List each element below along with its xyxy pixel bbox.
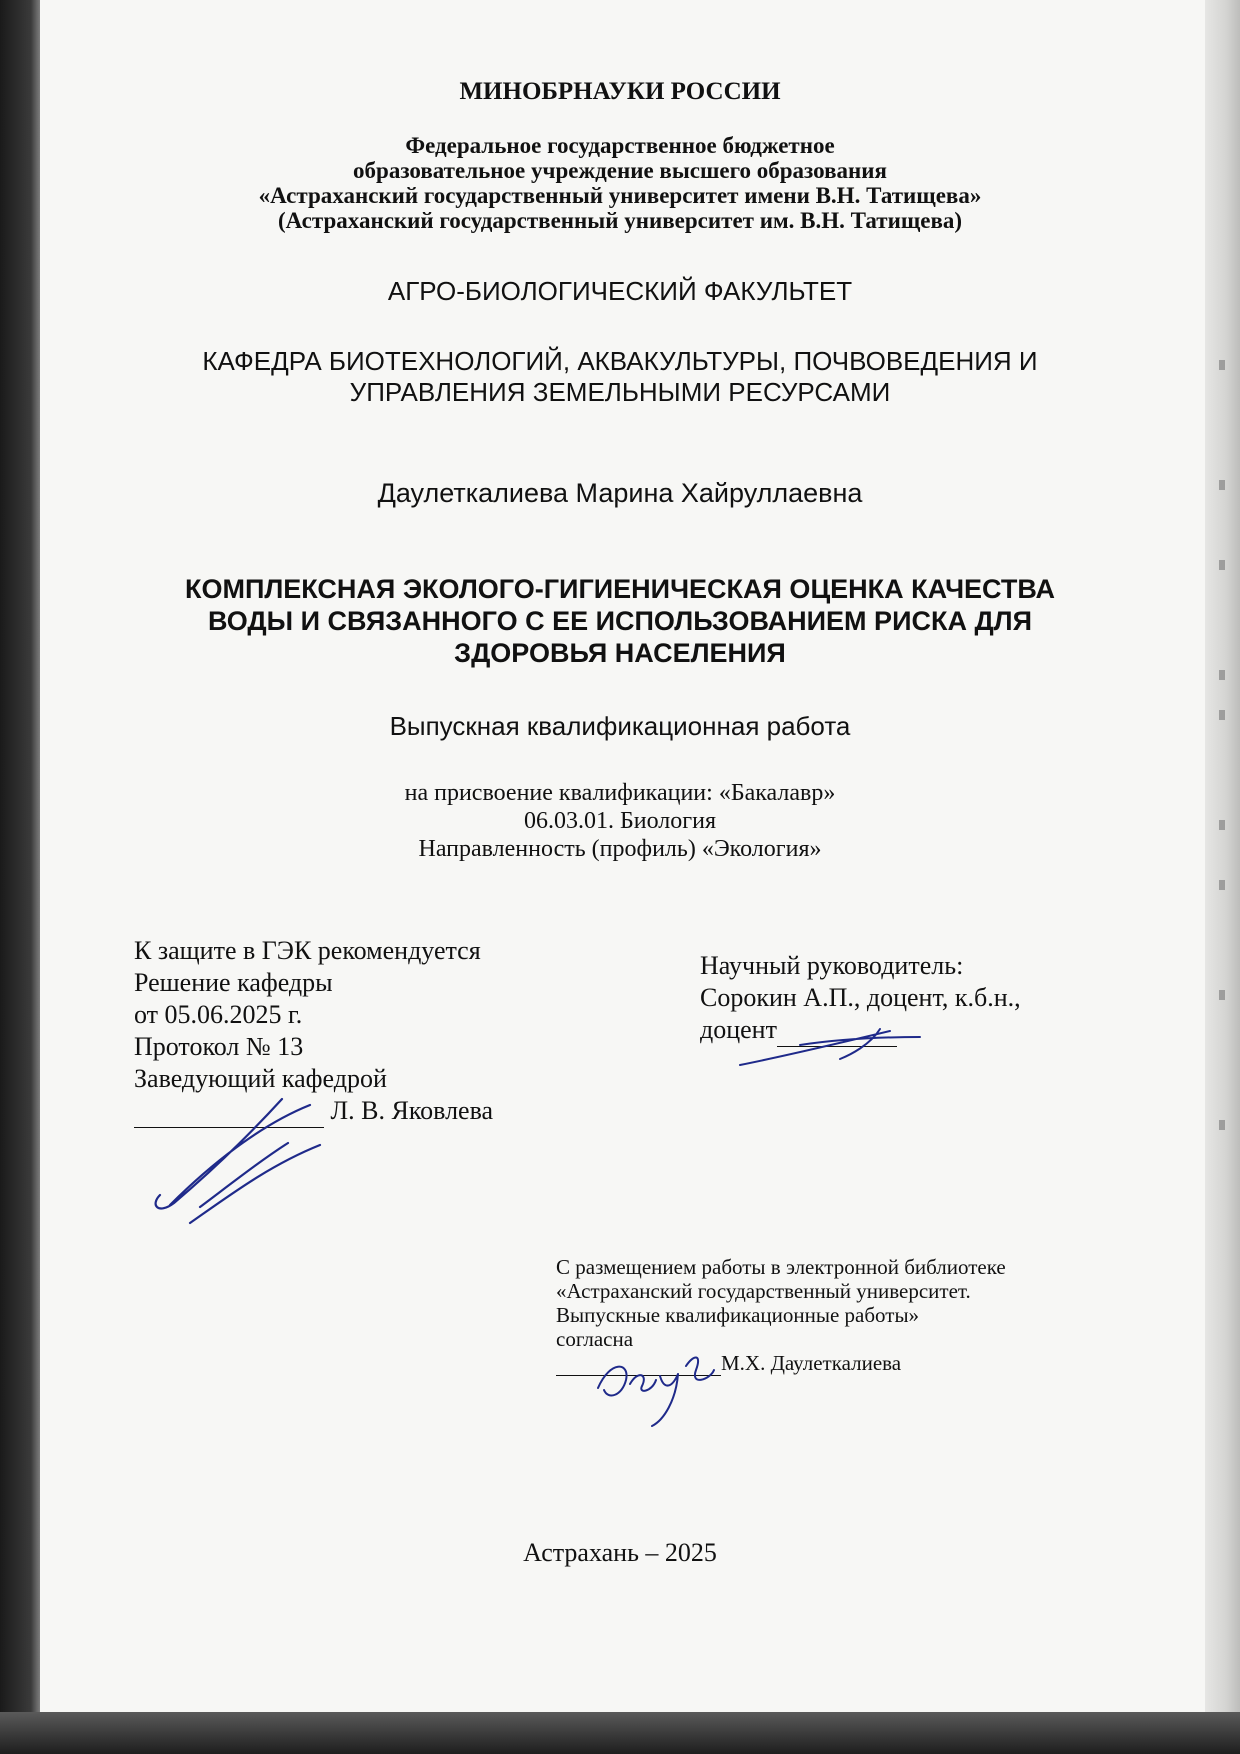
work-type: Выпускная квалификационная работа xyxy=(389,711,851,741)
defense-line: К защите в ГЭК рекомендуется xyxy=(134,936,481,965)
supervisor-line: Научный руководитель: xyxy=(700,951,964,980)
consent-line: С размещением работы в электронной библиотеке xyxy=(556,1255,1006,1279)
qualification-line: 06.03.01. Биология xyxy=(523,808,716,834)
head-signature-icon xyxy=(140,1085,340,1235)
defense-line: Протокол № 13 xyxy=(134,1032,304,1061)
thesis-title xyxy=(0,573,1240,669)
qualification-line: Направленность (профиль) «Экология» xyxy=(418,836,822,862)
scan-right-edge xyxy=(1205,0,1240,1754)
consent-signature-icon xyxy=(590,1340,720,1430)
consent-line: согласна xyxy=(556,1327,634,1351)
city-year: Астрахань – 2025 xyxy=(523,1538,717,1567)
thesis-title-line: ЗДОРОВЬЯ НАСЕЛЕНИЯ xyxy=(454,638,786,668)
faculty-name: АГРО-БИОЛОГИЧЕСКИЙ ФАКУЛЬТЕТ xyxy=(387,276,853,306)
thesis-title-line: ВОДЫ И СВЯЗАННОГО С ЕЕ ИСПОЛЬЗОВАНИЕМ РИСКА ДЛЯ xyxy=(207,606,1033,636)
consent-line: «Астраханский государственный университет. xyxy=(556,1279,971,1303)
author-name: Даулеткалиева Марина Хайруллаевна xyxy=(377,478,863,508)
defense-line: Решение кафедры xyxy=(134,968,333,997)
institution-name xyxy=(0,133,1240,233)
supervisor-signature-icon xyxy=(730,1015,930,1075)
defense-line: от 05.06.2025 г. xyxy=(134,1000,303,1029)
department-line: УПРАВЛЕНИЯ ЗЕМЕЛЬНЫМИ РЕСУРСАМИ xyxy=(349,377,891,407)
consent-line: Выпускные квалификационные работы» xyxy=(556,1303,920,1327)
scan-left-shadow xyxy=(0,0,44,1754)
institution-line: образовательное учреждение высшего образования xyxy=(353,158,887,183)
department-line: КАФЕДРА БИОТЕХНОЛОГИЙ, АКВАКУЛЬТУРЫ, ПОЧВОВЕДЕНИЯ И xyxy=(202,346,1038,376)
consent-signer: М.Х. Даулеткалиева xyxy=(721,1351,902,1375)
institution-line: Федеральное государственное бюджетное xyxy=(405,133,835,158)
institution-line: (Астраханский государственный университет им. В.Н. Татищева) xyxy=(277,208,963,233)
department-name xyxy=(0,346,1240,408)
supervisor-title: доцент xyxy=(700,1015,777,1044)
qualification-info xyxy=(0,779,1240,863)
head-name: Л. В. Яковлева xyxy=(330,1096,494,1125)
institution-line: «Астраханский государственный университет имени В.Н. Татищева» xyxy=(258,183,982,208)
ministry-name: МИНОБРНАУКИ РОССИИ xyxy=(459,78,781,105)
scan-bottom-band xyxy=(0,1712,1240,1754)
thesis-title-line: КОМПЛЕКСНАЯ ЭКОЛОГО-ГИГИЕНИЧЕСКАЯ ОЦЕНКА КАЧЕСТВА xyxy=(184,574,1056,604)
qualification-line: на присвоение квалификации: «Бакалавр» xyxy=(404,780,836,806)
supervisor-line: Сорокин А.П., доцент, к.б.н., xyxy=(700,983,1021,1012)
defense-line: Заведующий кафедрой xyxy=(134,1064,387,1093)
